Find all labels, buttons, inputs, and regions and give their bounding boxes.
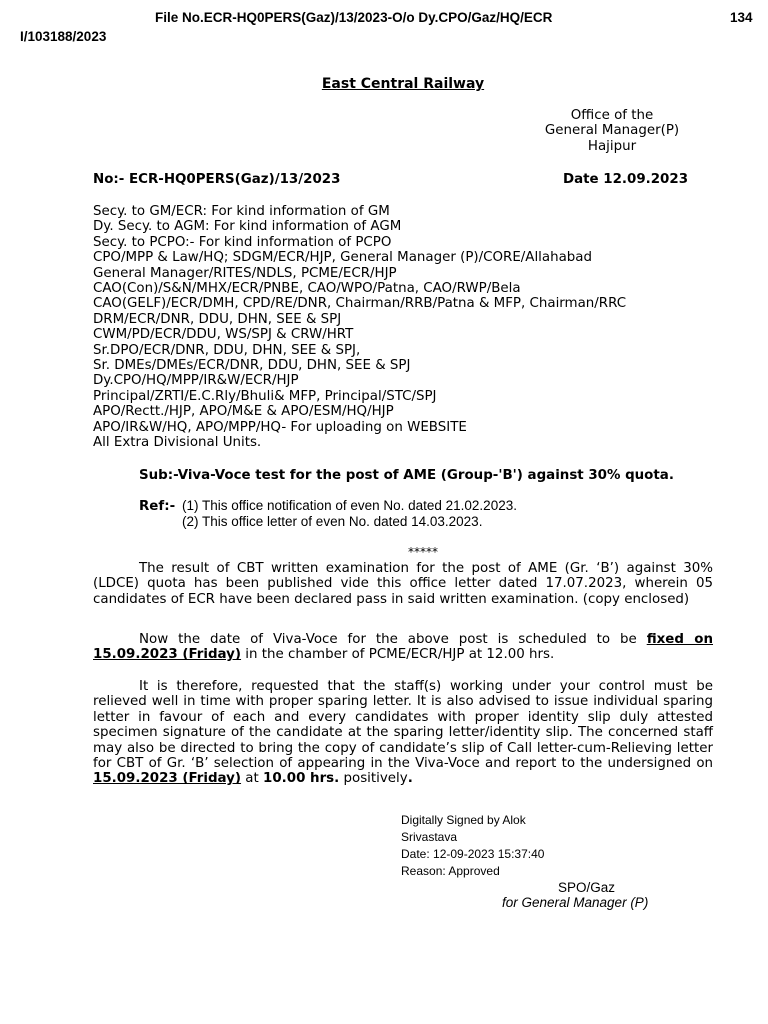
page-number: 134 (730, 10, 753, 25)
fixed-on-text: fixed on (646, 632, 713, 647)
office-line: Office of the (570, 108, 654, 123)
signature-line: Reason: Approved (401, 864, 500, 878)
signature-line: Digitally Signed by Alok (401, 813, 526, 827)
office-line: General Manager(P) (544, 123, 680, 139)
distribution-item: Secy. to PCPO:- For kind information of PCPO (93, 234, 392, 250)
paragraph-result: The result of CBT written examination for the post of AME (Gr. ‘B’) against 30% (LDCE) quota has been published vide this office letter dated 17.07.2023, wherein 05 candidates of ECR have been declared pass in said written examination. (copy enclosed) (93, 561, 713, 607)
paragraph-schedule (93, 632, 713, 663)
distribution-item: Secy. to GM/ECR: For kind information of GM (93, 204, 390, 219)
distribution-item: Dy.CPO/HQ/MPP/IR&W/ECR/HJP (93, 373, 299, 389)
signatory-designation: SPO/Gaz (558, 880, 616, 895)
distribution-item: Sr. DMEs/DMEs/ECR/DNR, DDU, DHN, SEE & SPJ (93, 358, 411, 374)
distribution-item: CPO/MPP & Law/HQ; SDGM/ECR/HJP, General Manager (P)/CORE/Allahabad (93, 250, 593, 266)
distribution-item: CAO(Con)/S&N/MHX/ECR/PNBE, CAO/WPO/Patna, CAO/RWP/Bela (93, 281, 521, 297)
letter-date: Date 12.09.2023 (563, 172, 689, 187)
file-number: File No.ECR-HQ0PERS(Gaz)/13/2023-O/o Dy.CPO/Gaz/HQ/ECR (155, 10, 553, 25)
office-address (512, 108, 712, 154)
office-line: Hajipur (587, 138, 637, 154)
paragraph-request (93, 679, 713, 787)
distribution-item: APO/Rectt./HJP, APO/M&E & APO/ESM/HQ/HJP (93, 404, 394, 420)
request-tail-text: positively (339, 771, 408, 787)
report-time-text: 10.00 hrs. (263, 771, 340, 787)
reference-item: (2) This office letter of even No. dated 14.03.2023. (182, 514, 483, 529)
reference-label: Ref:- (139, 499, 176, 514)
distribution-list (93, 204, 626, 451)
distribution-item: CAO(GELF)/ECR/DMH, CPD/RE/DNR, Chairman/RRB/Patna & MFP, Chairman/RRC (93, 296, 627, 312)
separator-stars: ***** (408, 545, 438, 559)
distribution-item: All Extra Divisional Units. (93, 435, 262, 451)
at-text: at (241, 771, 264, 787)
organisation-title: East Central Railway (321, 76, 485, 92)
request-period-text: . (407, 771, 413, 787)
digital-signature (401, 812, 544, 880)
signature-line: Date: 12-09-2023 15:37:40 (401, 847, 545, 861)
distribution-item: DRM/ECR/DNR, DDU, DHN, SEE & SPJ (93, 311, 342, 327)
request-text: It is therefore, requested that the staff(s) working under your control must be relieved well in time with proper sparing letter. It is also advised to issue individual sparing letter in favour of each and every candidates with proper identity slip duly attested specimen signature of the candidate at the sparing letter/identity slip. The concerned staff may also be directed to bring the copy of candidate’s slip of Call letter-cum-Relieving letter for CBT of Gr. ‘B’ selection of appearing in the Viva-Voce and report to the undersigned on (93, 679, 713, 772)
distribution-item: Sr.DPO/ECR/DNR, DDU, DHN, SEE & SPJ, (93, 342, 361, 358)
signature-line: Srivastava (401, 830, 458, 844)
reference-number: I/103188/2023 (20, 29, 107, 44)
distribution-item: APO/IR&W/HQ, APO/MPP/HQ- For uploading on WEBSITE (93, 419, 467, 435)
letter-number: No:- ECR-HQ0PERS(Gaz)/13/2023 (93, 172, 341, 187)
reference-list (182, 498, 517, 530)
reference-item: (1) This office notification of even No. dated 21.02.2023. (182, 498, 517, 513)
schedule-tail-text: in the chamber of PCME/ECR/HJP at 12.00 hrs. (241, 647, 555, 663)
subject-line: Sub:-Viva-Voce test for the post of AME (Group-'B') against 30% quota. (139, 468, 674, 483)
distribution-item: Principal/ZRTI/E.C.Rly/Bhuli& MFP, Principal/STC/SPJ (93, 388, 437, 404)
signatory-for-line: for General Manager (P) (502, 895, 649, 910)
distribution-item: General Manager/RITES/NDLS, PCME/ECR/HJP (93, 265, 397, 281)
distribution-item: Dy. Secy. to AGM: For kind information of AGM (93, 219, 402, 235)
viva-date-text: 15.09.2023 (Friday) (93, 647, 242, 663)
distribution-item: CWM/PD/ECR/DDU, WS/SPJ & CRW/HRT (93, 327, 354, 343)
schedule-lead-text: Now the date of Viva-Voce for the above post is scheduled to be (139, 632, 647, 647)
report-date-text: 15.09.2023 (Friday) (93, 771, 242, 787)
